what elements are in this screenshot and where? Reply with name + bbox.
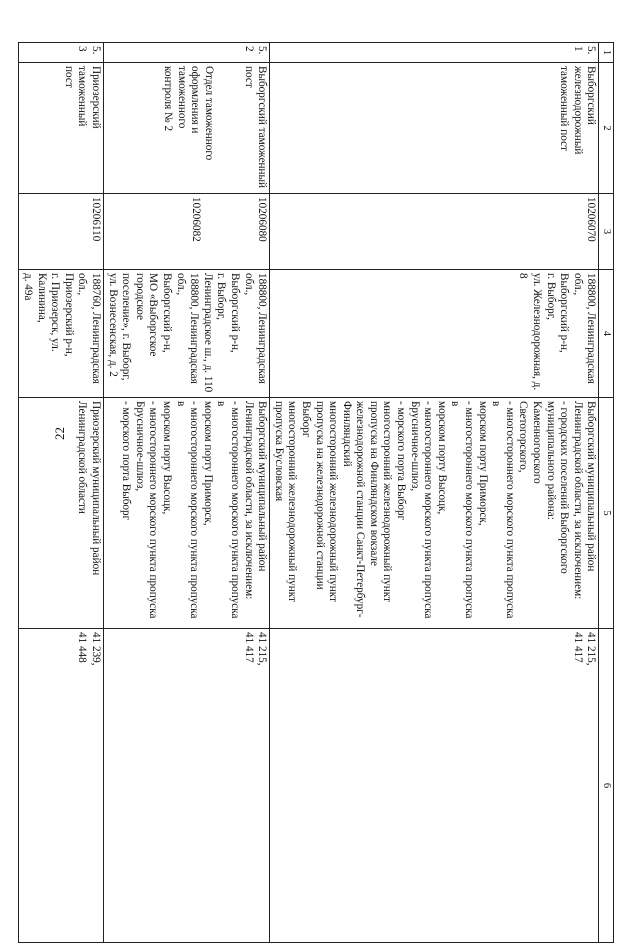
okato-cell (270, 629, 599, 943)
region-line: Каменногорского (531, 401, 544, 484)
region-cell (19, 398, 104, 629)
name-line: таможенный пост (558, 66, 571, 151)
region-line: железнодорожной станции Санкт-Петербург- (354, 401, 367, 618)
region-line: муниципального района: (544, 401, 557, 520)
name-line: Приозерский таможенный (76, 66, 103, 132)
header-cell: 6 (599, 629, 614, 943)
post-code: 10206110 (90, 197, 103, 242)
region-line: Светогорского, (517, 401, 530, 473)
region-line: Ленинградской области, за исключением: (571, 401, 584, 600)
address-line: г. Выборг, (544, 273, 557, 320)
region-line: - многостороннего морского пункта пропуска в (449, 401, 476, 622)
okato-line: 41 448 (76, 632, 89, 663)
address2-line: МО «Выборгское городское (133, 273, 160, 360)
region-line: пропуска на железнодорожной станции Выборг (299, 401, 326, 593)
address-line: г. Приозерск, ул. Калинина, (35, 273, 62, 355)
address-line: д. 49а (22, 273, 35, 301)
region-line: - городских поселений Выборгского (558, 401, 571, 574)
post-code: 10206070 (585, 197, 598, 242)
header-cell: 3 (599, 194, 614, 270)
name_sub-line: Отдел таможенного (202, 66, 215, 161)
address-line: Приозерский р-н, (62, 273, 75, 357)
region-line: - многостороннего морского пункта пропуска в (215, 401, 241, 622)
region-line: Ленинградской области (76, 401, 89, 514)
post-code-cell (104, 194, 270, 270)
row-number-cell (19, 43, 104, 63)
region-line: пропуска Бусловская (272, 401, 285, 502)
name-line: железнодорожный (571, 66, 584, 155)
name-line: пост (62, 66, 75, 88)
header-cell: 1 (599, 43, 614, 63)
address-cell (270, 270, 599, 398)
address-line: 188800, Ленинградская обл., (571, 273, 598, 387)
region-line: - морского порта Выборг (395, 401, 408, 521)
table-row (104, 43, 270, 943)
region-line: Выборгский муниципальный район (585, 401, 598, 572)
okato-line: 41 417 (242, 632, 255, 663)
region-line: морском порту Высоцк, (435, 401, 448, 515)
header-cell: 2 (599, 63, 614, 194)
post-name-cell (104, 63, 270, 194)
okato-line: 41 239, (90, 632, 103, 666)
region-line: многосторонний железнодорожный пункт (327, 401, 340, 602)
header-cell: 4 (599, 270, 614, 398)
address-line: г. Выборг, (215, 273, 228, 320)
post-code-cell (270, 194, 599, 270)
region-line: морском порту Высоцк, (161, 401, 173, 515)
region-cell (104, 398, 270, 629)
row-number-cell (270, 43, 599, 63)
region-line: Брусничное-шлюз, (133, 401, 146, 492)
address2-line: Выборгский р-н, (161, 273, 173, 353)
row-number: 5.1 (571, 46, 598, 55)
spacer (228, 66, 241, 190)
region-line: - многостороннего морского пункта пропуска (147, 401, 160, 619)
region-line: - многостороннего морского пункта пропуска в (174, 401, 201, 622)
header-cell: 5 (599, 398, 614, 629)
post-name-cell (19, 63, 104, 194)
region-line: морском порту Приморск, (476, 401, 489, 526)
okato-line: 41 215, (585, 632, 598, 666)
address-line: ул. Железнодорожная, д. 8 (517, 273, 544, 393)
region-line: пропуска на Финляндском вокзале (367, 401, 380, 566)
region-line: Брусничное-шлюз, (408, 401, 421, 492)
address2-line: ул. Вознесенская, д. 2 (106, 273, 119, 377)
spacer (215, 66, 228, 190)
okato-cell (19, 629, 104, 943)
row-number: 5.3 (76, 46, 103, 55)
region-line: морском порту Приморск, (201, 401, 214, 526)
name-line: пост (242, 66, 255, 88)
address2-line: 188800, Ленинградская обл., (174, 273, 201, 387)
region-line: Финляндский (340, 401, 353, 467)
post-code-sub: 10206082 (189, 197, 202, 242)
region-line: Приозерский муниципальный район (90, 401, 103, 576)
region-line: - морского порта Выборг (120, 401, 133, 521)
header-row (599, 43, 614, 943)
address-line: Ленинградское ш., д. 110 (201, 273, 214, 393)
name_sub-line: контроля № 2 (162, 66, 175, 132)
post-code: 10206080 (256, 197, 269, 242)
okato-cell (104, 629, 270, 943)
region-line: многосторонний железнодорожный пункт (286, 401, 299, 602)
post-code-cell (19, 194, 104, 270)
name_sub-line: оформления и таможенного (175, 66, 202, 137)
address-cell (19, 270, 104, 398)
okato-line: 41 215, (256, 632, 269, 666)
address-line: 188760, Ленинградская обл., (76, 273, 103, 387)
name-line: Выборгский таможенный (256, 66, 269, 189)
name-line: Выборгский (585, 66, 598, 125)
region-cell (270, 398, 599, 629)
region-line: Выборгский муниципальный район (256, 401, 269, 572)
address-line: Выборгский р-н, (228, 273, 241, 353)
address-line: Выборгский р-н, (558, 273, 571, 353)
table-row (19, 43, 104, 943)
region-line: - многостороннего морского пункта пропуска в (490, 401, 516, 622)
row-number-cell (104, 43, 270, 63)
address2-line: поселение», г. Выборг, (120, 273, 133, 381)
region-line: многосторонний железнодорожный пункт (381, 401, 394, 602)
region-line: Ленинградской области, за исключением: (242, 401, 255, 600)
address-cell (104, 270, 270, 398)
post-name-cell (270, 63, 599, 194)
row-number: 5.2 (242, 46, 269, 55)
page-number: 22 (52, 427, 67, 440)
okato-line: 41 417 (571, 632, 584, 663)
table-row (270, 43, 599, 943)
customs-posts-table (18, 42, 614, 943)
region-line: - многостороннего морского пункта пропуска (422, 401, 435, 619)
address-line: 188800, Ленинградская обл., (242, 273, 269, 387)
